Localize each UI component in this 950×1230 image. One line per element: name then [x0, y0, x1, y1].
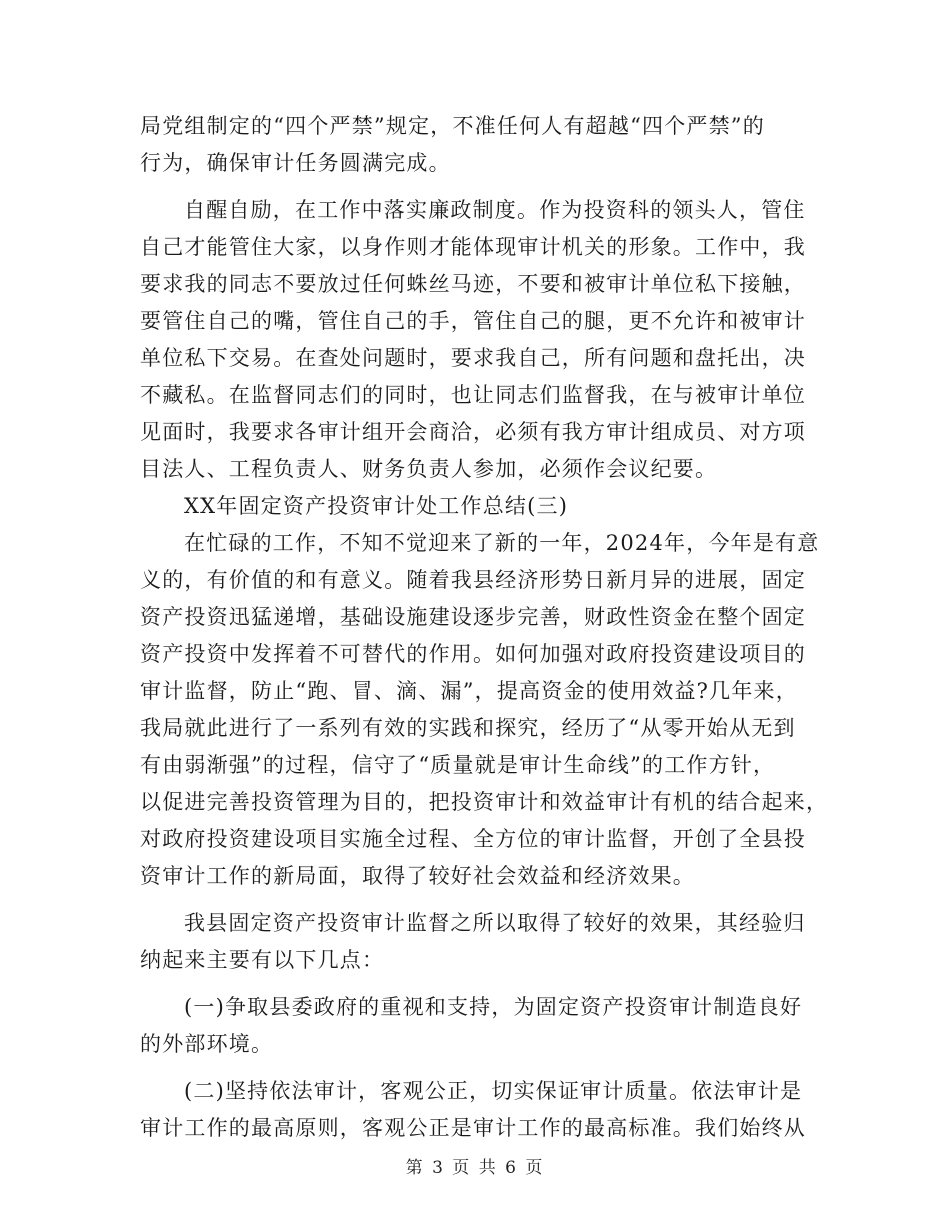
text-line: 资产投资迅猛递增，基础设施建设逐步完善，财政性资金在整个固定 [140, 605, 806, 629]
page-footer: 第 3 页 共 6 页 [405, 1158, 545, 1178]
text-line: 我县固定资产投资审计监督之所以取得了较好的效果，其经验归 [184, 911, 806, 935]
text-line: 资审计工作的新局面，取得了较好社会效益和经济效果。 [140, 864, 695, 888]
text-line: 不藏私。在监督同志们的同时，也让同志们监督我，在与被审计单位 [140, 383, 806, 407]
text-line: 行为，确保审计任务圆满完成。 [140, 151, 451, 175]
text-line: XX年固定资产投资审计处工作总结(三) [184, 494, 569, 518]
text-line: 审计工作的最高原则，客观公正是审计工作的最高标准。我们始终从 [140, 1116, 806, 1140]
text-line: 要求我的同志不要放过任何蛛丝马迹，不要和被审计单位私下接触， [140, 272, 806, 296]
text-line: 有由弱渐强”的过程，信守了“质量就是审计生命线”的工作方针， [140, 753, 776, 777]
text-line: 目法人、工程负责人、财务负责人参加，必须作会议纪要。 [140, 457, 718, 481]
text-line: 纳起来主要有以下几点： [140, 948, 385, 972]
document-body [140, 108, 829, 1147]
text-line: 要管住自己的嘴，管住自己的手，管住自己的腿，更不允许和被审计 [140, 309, 806, 333]
text-line: 义的，有价值的和有意义。随着我县经济形势日新月异的进展，固定 [140, 568, 806, 592]
text-line: 在忙碌的工作，不知不觉迎来了新的一年，2024年，今年是有意 [184, 531, 820, 555]
text-line: 见面时，我要求各审计组开会商洽，必须有我方审计组成员、对方项 [140, 420, 806, 444]
text-line: 单位私下交易。在查处问题时，要求我自己，所有问题和盘托出，决 [140, 346, 806, 370]
text-line: 对政府投资建设项目实施全过程、全方位的审计监督，开创了全县投 [140, 827, 806, 851]
text-line: 资产投资中发挥着不可替代的作用。如何加强对政府投资建设项目的 [140, 642, 806, 666]
text-line: (二)坚持依法审计，客观公正，切实保证审计质量。依法审计是 [184, 1079, 803, 1103]
text-line: 的外部环境。 [140, 1032, 274, 1056]
text-line: 自己才能管住大家，以身作则才能体现审计机关的形象。工作中，我 [140, 235, 806, 259]
text-line: 以促进完善投资管理为目的，把投资审计和效益审计有机的结合起来， [140, 790, 829, 814]
text-line: 我局就此进行了一系列有效的实践和探究，经历了“从零开始从无到 [140, 716, 796, 740]
text-line: 局党组制定的“四个严禁”规定，不准任何人有超越“四个严禁”的 [140, 114, 765, 138]
text-line: (一)争取县委政府的重视和支持，为固定资产投资审计制造良好 [184, 995, 803, 1019]
text-line: 审计监督，防止“跑、冒、滴、漏”，提高资金的使用效益?几年来， [140, 679, 798, 703]
text-line: 自醒自励，在工作中落实廉政制度。作为投资科的领头人，管住 [184, 198, 806, 222]
